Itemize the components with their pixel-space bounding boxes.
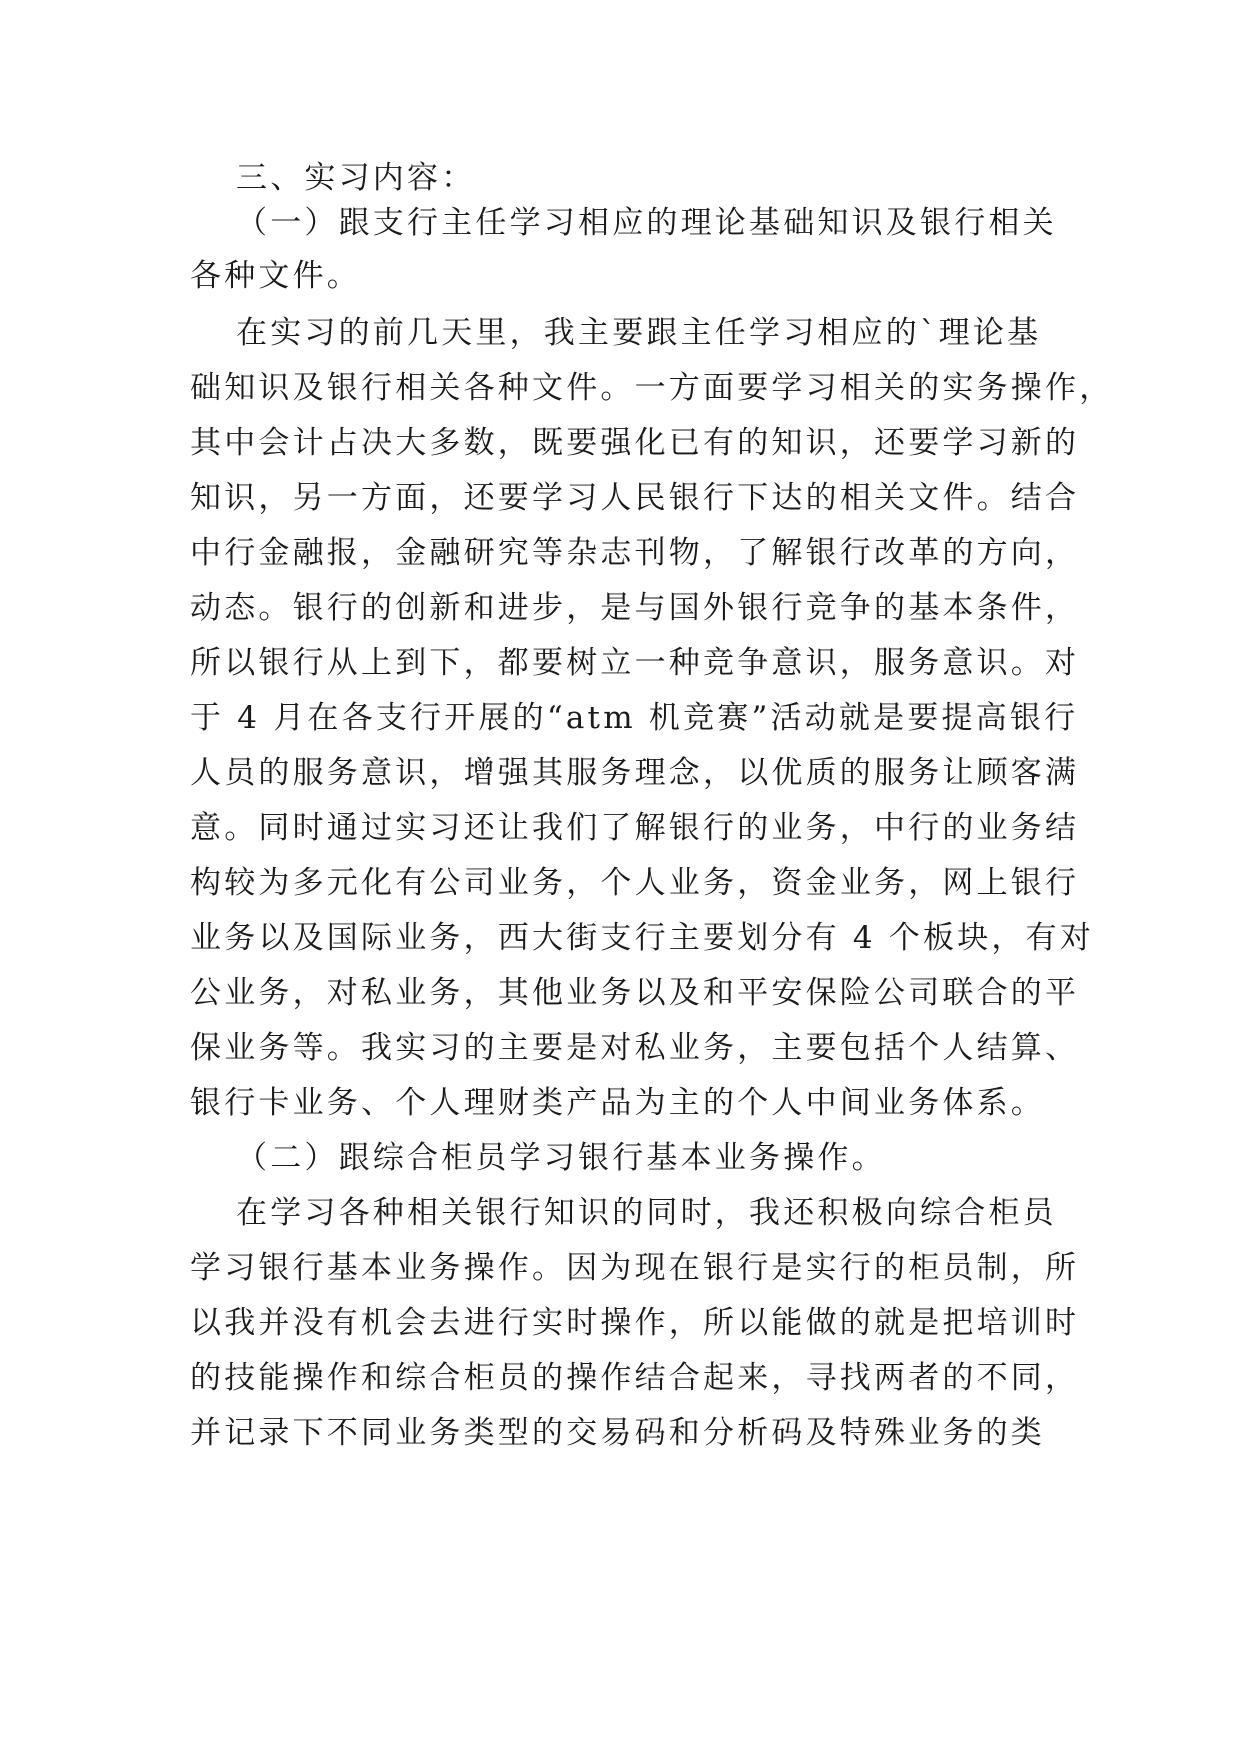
subsection-heading-cont: 各种文件。 xyxy=(190,258,361,294)
paragraph-line: 银行卡业务、个人理财类产品为主的个人中间业务体系。 xyxy=(190,1085,1045,1121)
paragraph-line: 中行金融报，金融研究等杂志刊物，了解银行改革的方向， xyxy=(190,535,1080,571)
paragraph-line: 动态。银行的创新和进步，是与国外银行竞争的基本条件， xyxy=(190,590,1080,626)
paragraph-line: 业务以及国际业务，西大街支行主要划分有 4 个板块，有对 xyxy=(190,920,1095,956)
paragraph-line: 以我并没有机会去进行实时操作，所以能做的就是把培训时 xyxy=(190,1305,1080,1341)
paragraph-line: 在实习的前几天里，我主要跟主任学习相应的`理论基 xyxy=(236,315,1042,351)
subsection-heading: （一）跟支行主任学习相应的理论基础知识及银行相关 xyxy=(236,205,1057,241)
paragraph-line: 础知识及银行相关各种文件。一方面要学习相关的实务操作， xyxy=(190,370,1114,406)
paragraph-line: 其中会计占决大多数，既要强化已有的知识，还要学习新的 xyxy=(190,425,1080,461)
paragraph-line: 并记录下不同业务类型的交易码和分析码及特殊业务的类 xyxy=(190,1415,1045,1451)
paragraph-line: 的技能操作和综合柜员的操作结合起来，寻找两者的不同， xyxy=(190,1360,1080,1396)
paragraph-line: 构较为多元化有公司业务，个人业务，资金业务，网上银行 xyxy=(190,865,1080,901)
paragraph-line: 公业务，对私业务，其他业务以及和平安保险公司联合的平 xyxy=(190,975,1080,1011)
paragraph-line: 保业务等。我实习的主要是对私业务，主要包括个人结算、 xyxy=(190,1030,1080,1066)
paragraph-line: 在学习各种相关银行知识的同时，我还积极向综合柜员 xyxy=(236,1195,1057,1231)
paragraph-line: 知识，另一方面，还要学习人民银行下达的相关文件。结合 xyxy=(190,480,1080,516)
subsection-heading: （二）跟综合柜员学习银行基本业务操作。 xyxy=(236,1140,886,1176)
paragraph-line: 人员的服务意识，增强其服务理念，以优质的服务让顾客满 xyxy=(190,755,1080,791)
paragraph-line: 所以银行从上到下，都要树立一种竞争意识，服务意识。对 xyxy=(190,645,1080,681)
paragraph-line: 意。同时通过实习还让我们了解银行的业务，中行的业务结 xyxy=(190,810,1080,846)
paragraph-line: 于 4 月在各支行开展的“atm 机竞赛”活动就是要提高银行 xyxy=(190,700,1079,736)
section-heading: 三、实习内容： xyxy=(236,160,476,196)
paragraph-line: 学习银行基本业务操作。因为现在银行是实行的柜员制，所 xyxy=(190,1250,1080,1286)
